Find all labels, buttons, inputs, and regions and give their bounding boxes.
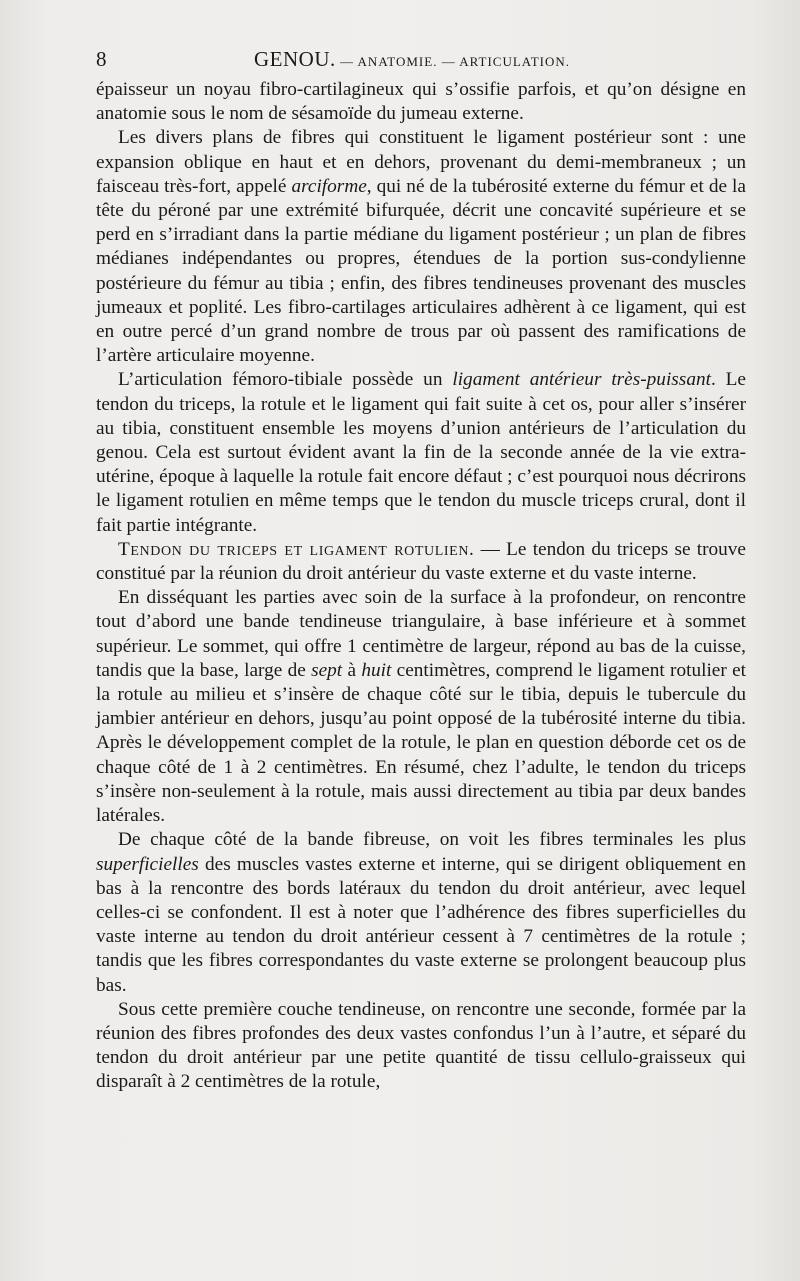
- running-title: [254, 44, 570, 77]
- paragraph-3-italic: ligament antérieur très-puissant: [452, 369, 711, 391]
- paragraph-4-text: — Le tendon du triceps se trouve constitué par la réunion du droit antérieur du vaste externe et du vaste interne.: [96, 538, 746, 585]
- body-text: [96, 78, 746, 1095]
- running-title-part2: ARTICULATION.: [459, 54, 571, 69]
- paragraph-4: [96, 538, 746, 586]
- paragraph-6-italic: superficielles: [96, 853, 199, 875]
- running-title-sep2: —: [437, 54, 460, 69]
- paragraph-5: [96, 586, 746, 828]
- paragraph-6-text-b: des muscles vastes externe et interne, qui se dirigent obliquement en bas à la rencontre des bords latéraux du tendon du droit antérieur, avec lequel celles-ci se confondent. Il est à noter que l’adhérence des fibres superficielles du vaste interne au tendon du droit antérieur cessent à 7 centimètres de la rotule ; tandis que les fibres correspondantes du vaste externe se prolongent beaucoup plus bas.: [96, 853, 746, 996]
- running-title-part1: ANATOMIE.: [357, 54, 438, 69]
- page-number: 8: [96, 47, 107, 71]
- paragraph-6-text-a: De chaque côté de la bande fibreuse, on voit les fibres terminales les plus: [118, 829, 746, 851]
- paragraph-7: [96, 998, 746, 1095]
- section-heading: Tendon du triceps et ligament rotulien.: [118, 538, 475, 560]
- paragraph-1-text: épaisseur un noyau fibro-cartilagineux qui s’ossifie parfois, et qu’on désigne en anatomie sous le nom de sésamoïde du jumeau externe.: [96, 79, 746, 125]
- paragraph-7-text: Sous cette première couche tendineuse, on rencontre une seconde, formée par la réunion des fibres profondes des deux vastes confondus l’un à l’autre, et séparé du tendon du droit antérieur par une petite quantité de tissu cellulo-graisseux qui disparaît à 2 centimètres de la rotule,: [96, 998, 746, 1093]
- paragraph-3: [96, 368, 746, 537]
- paragraph-3-text-a: L’articulation fémoro-tibiale possède un: [118, 369, 453, 391]
- paragraph-2-text-b: , qui né de la tubérosité externe du fémur et de la tête du péroné par une extrémité bifurquée, décrit une concavité supérieure et se perd en s’irradiant dans la partie médiane du ligament postérieur ; un plan de fibres médianes indépendantes ou propres, étendues de la portion sus-condylienne postérieure du fémur au tibia ; enfin, des fibres tendineuses provenant des muscles jumeaux et poplité. Les fibro-cartilages articulaires adhèrent à ce ligament, qui est en outre percé d’un grand nombre de trous par où passent des ramifications de l’artère articulaire moyenne.: [96, 175, 746, 367]
- paragraph-1: [96, 78, 746, 126]
- running-header: [96, 44, 746, 74]
- paragraph-5-italic-2: huit: [361, 659, 392, 681]
- running-title-sep1: —: [335, 54, 358, 69]
- paragraph-2: [96, 126, 746, 368]
- paragraph-2-italic: arciforme: [291, 175, 367, 197]
- paragraph-6: [96, 828, 746, 997]
- paragraph-2-text-a: Les divers plans de fibres qui constituent le ligament postérieur sont : une expansion oblique en haut et en dehors, provenant du demi-membraneux ; un faisceau très-fort, appelé: [96, 127, 746, 197]
- paragraph-5-mid: à: [342, 659, 362, 681]
- paragraph-5-text-a: En disséquant les parties avec soin de la surface à la profondeur, on rencontre tout d’abord une bande tendineuse triangulaire, à base inférieure et à sommet supérieur. Le sommet, qui offre 1 centimètre de largeur, répond au bas de la cuisse, tandis que la base, large de: [96, 587, 746, 681]
- running-title-main: GENOU.: [254, 47, 336, 71]
- paragraph-5-italic-1: sept: [311, 659, 343, 681]
- paragraph-5-text-b: centimètres, comprend le ligament rotulier et la rotule au milieu et s’insère de chaque côté sur le tibia, depuis le tubercule du jambier antérieur en dehors, jusqu’au point opposé de la tubérosité interne du tibia. Après le développement complet de la rotule, le plan en question déborde cet os de chaque côté de 1 à 2 centimètres. En résumé, chez l’adulte, le tendon du triceps s’insère non-seulement à la rotule, mais aussi directement au tibia par deux bandes latérales.: [96, 659, 746, 827]
- paragraph-3-text-b: . Le tendon du triceps, la rotule et le ligament qui fait suite à cet os, pour aller s’insérer au tibia, constituent ensemble les moyens d’union antérieurs de l’articulation du genou. Cela est surtout évident avant la fin de la seconde année de la vie extra-utérine, époque à laquelle la rotule fait encore défaut ; c’est pourquoi nous décrirons le ligament rotulien en même temps que le tendon du muscle triceps crural, dont il fait partie intégrante.: [96, 369, 746, 536]
